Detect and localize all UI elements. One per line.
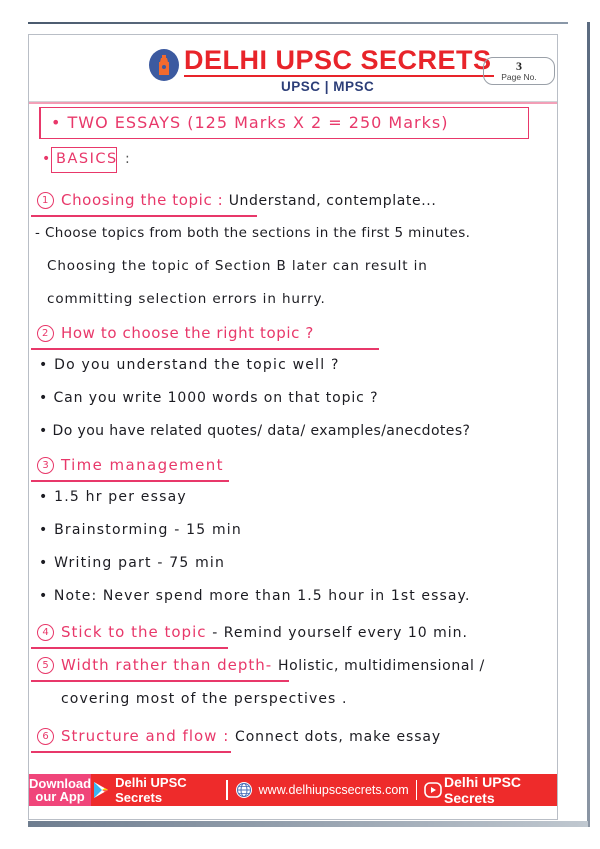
youtube-link[interactable] xyxy=(424,774,557,806)
section-4-heading-row xyxy=(37,623,468,641)
section-3-heading-row xyxy=(37,456,224,474)
globe-icon xyxy=(235,781,253,799)
website-url: www.delhiupscsecrets.com xyxy=(258,783,409,797)
section-5-underline xyxy=(31,680,289,682)
section-3-underline xyxy=(31,480,229,482)
section-6-underline xyxy=(31,751,231,753)
section-line: • 1.5 hr per essay xyxy=(39,489,187,505)
play-store-icon xyxy=(93,781,109,799)
page-number-box xyxy=(483,57,555,85)
section-1-heading-row xyxy=(37,191,436,209)
section-heading: How to choose the right topic ? xyxy=(61,324,314,342)
section-heading: Choosing the topic : xyxy=(61,191,224,209)
title-box xyxy=(39,107,529,139)
brand-title: DELHI UPSC SECRETS xyxy=(184,45,492,75)
section-line: • Brainstorming - 15 min xyxy=(39,522,242,538)
footer-divider xyxy=(226,780,227,800)
notes-page xyxy=(28,34,558,820)
app-name: Delhi UPSC Secrets xyxy=(115,775,187,805)
section-inline-text: Understand, contemplate... xyxy=(228,193,437,209)
section-number-badge: 2 xyxy=(37,325,54,342)
download-label: Download xyxy=(29,776,92,791)
section-number-badge: 1 xyxy=(37,192,54,209)
section-number-badge: 5 xyxy=(37,657,54,674)
brand-subtitle: UPSC | MPSC xyxy=(281,79,375,94)
section-2-heading-row xyxy=(37,324,314,342)
website-link[interactable] xyxy=(235,781,409,799)
footer-banner xyxy=(29,774,557,806)
section-line: • Do you have related quotes/ data/ examples/anecdotes? xyxy=(39,423,471,439)
section-number-badge: 3 xyxy=(37,457,54,474)
section-line: committing selection errors in hurry. xyxy=(47,291,326,307)
scan-bottom-edge xyxy=(28,821,588,827)
section-inline-text: Holistic, multidimensional / xyxy=(277,658,485,674)
section-2-underline xyxy=(31,348,379,350)
brand-logo-icon xyxy=(149,49,179,81)
section-heading: Width rather than depth- xyxy=(61,656,273,674)
youtube-icon xyxy=(424,782,442,798)
page-number: 3 xyxy=(516,59,522,73)
section-line: - Choose topics from both the sections in the first 5 minutes. xyxy=(35,225,471,241)
footer-divider xyxy=(416,780,417,800)
section-heading: Time management xyxy=(61,456,224,474)
section-inline-text: - Remind yourself every 10 min. xyxy=(212,625,468,641)
basics-colon: : xyxy=(125,151,131,167)
scan-top-edge xyxy=(28,22,568,24)
section-heading: Structure and flow : xyxy=(61,727,230,745)
download-app-badge[interactable] xyxy=(29,774,91,806)
basics-bullet: • xyxy=(42,151,51,167)
youtube-channel-name: Delhi UPSC Secrets xyxy=(444,774,522,806)
section-number-badge: 4 xyxy=(37,624,54,641)
section-inline-text: Connect dots, make essay xyxy=(235,729,442,745)
section-line: covering most of the perspectives . xyxy=(61,691,348,707)
section-line: • Do you understand the topic well ? xyxy=(39,357,340,373)
essay-marks-title: • TWO ESSAYS (125 Marks X 2 = 250 Marks) xyxy=(51,113,449,132)
section-line: Choosing the topic of Section B later can result in xyxy=(47,258,428,274)
section-line: • Can you write 1000 words on that topic ? xyxy=(39,390,379,406)
section-4-underline xyxy=(31,647,228,649)
basics-box xyxy=(51,147,117,173)
page-header xyxy=(29,35,557,102)
section-number-badge: 6 xyxy=(37,728,54,745)
section-1-underline xyxy=(31,215,257,217)
app-store-link[interactable] xyxy=(91,775,219,805)
section-line: • Writing part - 75 min xyxy=(39,555,226,571)
scan-right-edge xyxy=(587,22,590,827)
section-heading: Stick to the topic xyxy=(61,623,207,641)
header-divider xyxy=(29,102,557,104)
basics-label: BASICS xyxy=(56,151,118,167)
section-6-heading-row xyxy=(37,727,441,745)
download-label-2: our App xyxy=(35,789,85,804)
section-5-heading-row xyxy=(37,656,485,674)
section-line: • Note: Never spend more than 1.5 hour in 1st essay. xyxy=(39,588,471,604)
page-number-label: Page No. xyxy=(501,72,537,82)
